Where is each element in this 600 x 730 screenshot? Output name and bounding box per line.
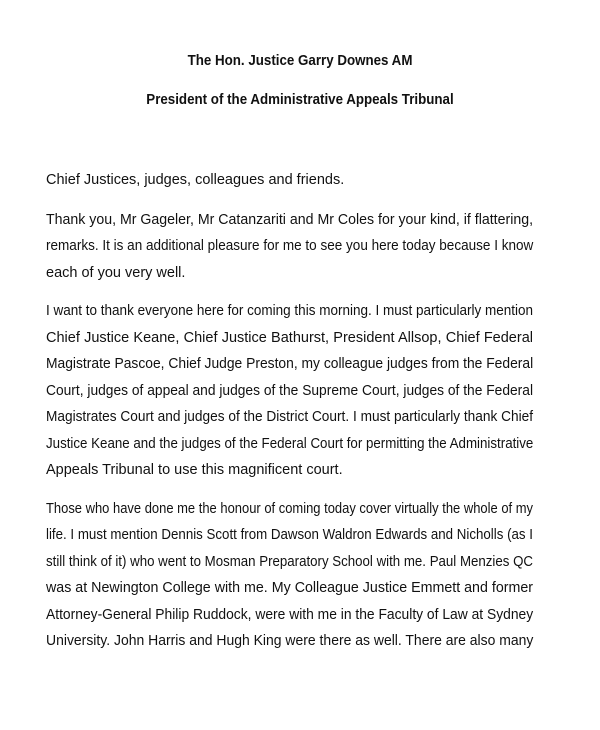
document-title: The Hon. Justice Garry Downes AM (187, 53, 413, 69)
paragraph-line: I want to thank everyone here for coming this morning. I must particularly mention (46, 303, 534, 319)
paragraph-line: Justice Keane and the judges of the Federal Court for permitting the Administrative (46, 435, 534, 452)
paragraph-line: still think of it) who went to Mosman Preparatory School with me. Paul Menzies QC (46, 553, 533, 570)
paragraph-line: was at Newington College with me. My Colleague Justice Emmett and former (46, 580, 534, 596)
paragraph-line: Court, judges of appeal and judges of the Supreme Court, judges of the Federal (46, 382, 534, 399)
paragraph-line: Chief Justice Keane, Chief Justice Bathurst, President Allsop, Chief Federal (46, 329, 533, 346)
document-body (46, 167, 533, 667)
paragraph-line: Magistrates Court and judges of the District Court. I must particularly thank Chief (46, 409, 534, 425)
paragraph-line: each of you very well. (46, 264, 186, 281)
paragraph-line: Attorney-General Philip Ruddock, were with me in the Faculty of Law at Sydney (46, 606, 534, 623)
paragraph-line: Those who have done me the honour of coming today cover virtually the whole of my (46, 500, 534, 517)
paragraph-line: life. I must mention Dennis Scott from Dawson Waldron Edwards and Nicholls (as I (46, 527, 533, 543)
paragraph-line: remarks. It is an additional pleasure for me to see you here today because I know (46, 238, 534, 254)
paragraph-line: Appeals Tribunal to use this magnificent court. (46, 462, 343, 478)
paragraph-2 (46, 298, 533, 484)
document-subtitle: President of the Administrative Appeals Tribunal (146, 92, 454, 108)
greeting-paragraph (46, 167, 533, 194)
paragraph-line: Magistrate Pascoe, Chief Judge Preston, my colleague judges from the Federal (46, 356, 534, 372)
paragraph-3 (46, 496, 533, 655)
paragraph-line: Thank you, Mr Gageler, Mr Catanzariti and Mr Coles for your kind, if flattering, (46, 211, 534, 228)
paragraph-line: University. John Harris and Hugh King were there as well. There are also many (46, 633, 534, 649)
paragraph-line: Chief Justices, judges, colleagues and friends. (46, 172, 345, 188)
paragraph-1 (46, 207, 533, 287)
